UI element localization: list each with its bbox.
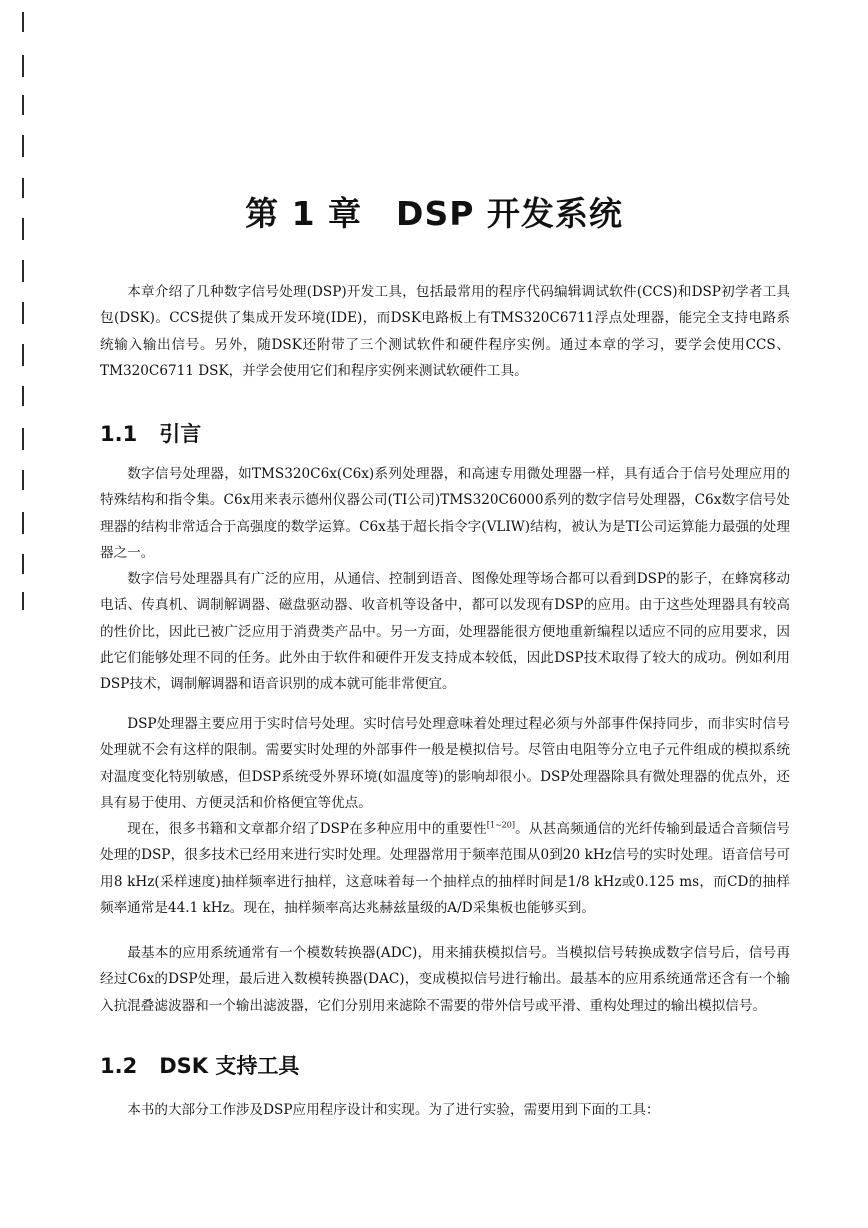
- body-paragraph: DSP处理器主要应用于实时信号处理。实时信号处理意味着处理过程必须与外部事件保持同步，而非实时信号处理就不会有这样的限制。需要实时处理的外部事件一般是模拟信号。尽管由电阻等分立电子元件组成的模拟系统对温度变化特别敏感，但DSP系统受外界环境(如温度等)的影响却很小。DSP处理器除具有微处理器的优点外，还具有易于使用、方便灵活和价格便宜等优点。: [100, 716, 790, 811]
- binding-mark: [22, 12, 24, 32]
- section-heading-1-2: [100, 1052, 299, 1080]
- body-paragraph: 最基本的应用系统通常有一个模数转换器(ADC)，用来捕获模拟信号。当模拟信号转换成数字信号后，信号再经过C6x的DSP处理，最后进入数模转换器(DAC)，变成模拟信号进行输出。最基本的应用系统通常还含有一个输入抗混叠滤波器和一个输出滤波器，它们分别用来滤除不需要的带外信号或平滑、重构处理过的输出模拟信号。: [100, 945, 790, 1014]
- citation-superscript: [1~20]: [486, 820, 515, 830]
- paragraph-text: 现在，很多书籍和文章都介绍了DSP在多种应用中的重要性: [127, 821, 487, 837]
- section-title: DSK 支持工具: [159, 1054, 300, 1078]
- binding-mark: [22, 554, 24, 574]
- body-paragraph: [100, 816, 790, 921]
- body-paragraph: 数字信号处理器具有广泛的应用，从通信、控制到语音、图像处理等场合都可以看到DSP的影子，在蜂窝移动电话、传真机、调制解调器、磁盘驱动器、收音机等设备中，都可以发现有DSP的应用。由于这些处理器具有较高的性价比，因此已被广泛应用于消费类产品中。另一方面，处理器能很方便地重新编程以适应不同的应用要求，因此它们能够处理不同的任务。此外由于软件和硬件开发支持成本较低，因此DSP技术取得了较大的成功。例如利用DSP技术，调制解调器和语音识别的成本就可能非常便宜。: [100, 571, 790, 693]
- binding-mark: [22, 386, 24, 406]
- body-paragraph: 本书的大部分工作涉及DSP应用程序设计和实现。为了进行实验，需要用到下面的工具：: [127, 1102, 660, 1118]
- binding-mark: [22, 135, 24, 157]
- section-heading-1-1: [100, 420, 201, 448]
- binding-mark: [22, 512, 24, 534]
- chapter-title: 第 1 章 DSP 开发系统: [245, 194, 623, 233]
- binding-mark: [22, 55, 24, 77]
- binding-mark: [22, 302, 24, 324]
- section-title: 引言: [159, 422, 202, 446]
- section-number: 1.1: [100, 422, 138, 446]
- body-paragraph: 数字信号处理器，如TMS320C6x(C6x)系列处理器，和高速专用微处理器一样，具有适合于信号处理应用的特殊结构和指令集。C6x用来表示德州仪器公司(TI公司)TMS320C6000系列的数字信号处理器，C6x数字信号处理器的结构非常适合于高强度的数学运算。C6x基于超长指令字(VLIW)结构，被认为是TI公司运算能力最强的处理器之一。: [100, 466, 790, 561]
- binding-mark: [22, 592, 24, 610]
- binding-mark: [22, 428, 24, 450]
- binding-mark: [22, 260, 24, 282]
- section-number: 1.2: [100, 1054, 138, 1078]
- paragraph-text: 。从甚高频通信的光纤传输到最适合音频信号处理的DSP，很多技术已经用来进行实时处理。处理器常用于频率范围从0到20 kHz信号的实时处理。语音信号可用8 kHz(采样速度)抽样频率进行抽样，这意味着每一个抽样点的抽样时间是1/8 kHz或0.125 ms，而CD的抽样频率通常是44.1 kHz。现在，抽样频率高达兆赫兹量级的A/D采集板也能够买到。: [100, 821, 791, 916]
- binding-mark: [22, 470, 24, 490]
- binding-mark: [22, 344, 24, 366]
- intro-paragraph: 本章介绍了几种数字信号处理(DSP)开发工具，包括最常用的程序代码编辑调试软件(CCS)和DSP初学者工具包(DSK)。CCS提供了集成开发环境(IDE)，而DSK电路板上有TMS320C6711浮点处理器，能完全支持电路系统输入输出信号。另外，随DSK还附带了三个测试软件和硬件程序实例。通过本章的学习，要学会使用CCS、TM320C6711 DSK，并学会使用它们和程序实例来测试软硬件工具。: [100, 284, 790, 379]
- binding-mark: [22, 95, 24, 115]
